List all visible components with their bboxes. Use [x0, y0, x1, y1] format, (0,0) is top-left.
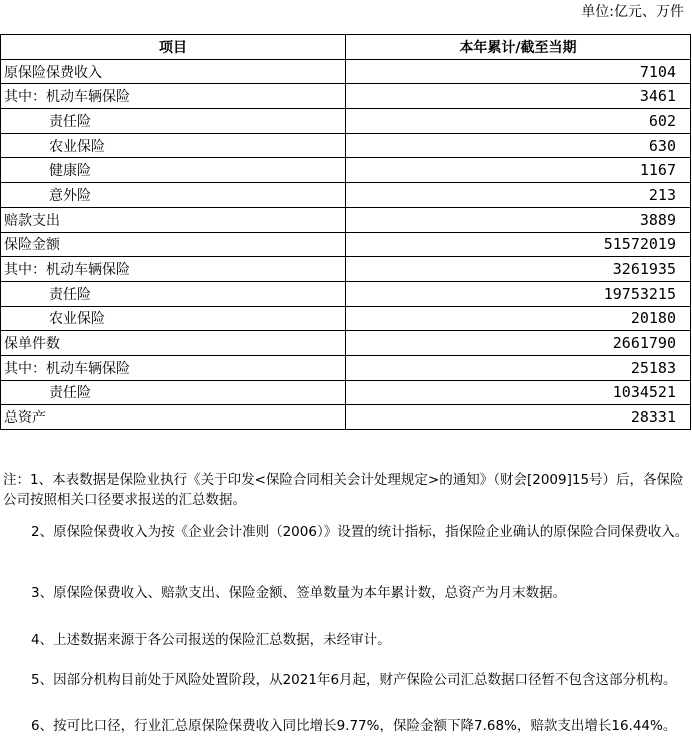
row-label: 其中：机动车辆保险 [1, 257, 346, 282]
table-row [1, 109, 691, 134]
table-row [1, 158, 691, 183]
row-value: 7104 [346, 59, 691, 84]
table-row [1, 281, 691, 306]
row-label: 责任险 [1, 109, 346, 134]
row-label: 保险金额 [1, 232, 346, 257]
table-row [1, 232, 691, 257]
row-label: 责任险 [1, 380, 346, 405]
note-6: 6、按可比口径，行业汇总原保险保费收入同比增长9.77%，保险金额下降7.68%，赔款支出增长16.44%。 [31, 718, 677, 734]
row-value: 28331 [346, 405, 691, 430]
table-row [1, 207, 691, 232]
row-label: 责任险 [1, 281, 346, 306]
table-row [1, 84, 691, 109]
row-value: 1034521 [346, 380, 691, 405]
table-row [1, 133, 691, 158]
insurance-stats-table [0, 34, 691, 430]
note-5: 5、因部分机构目前处于风险处置阶段，从2021年6月起，财产保险公司汇总数据口径暂不包含这部分机构。 [31, 672, 677, 688]
row-value: 213 [346, 183, 691, 208]
row-label: 其中：机动车辆保险 [1, 84, 346, 109]
note-4: 4、上述数据来源于各公司报送的保险汇总数据，未经审计。 [31, 632, 391, 648]
row-value: 51572019 [346, 232, 691, 257]
row-label: 其中：机动车辆保险 [1, 355, 346, 380]
header-item: 项目 [1, 35, 346, 60]
table-row [1, 306, 691, 331]
row-value: 20180 [346, 306, 691, 331]
header-value: 本年累计/截至当期 [346, 35, 691, 60]
row-value: 2661790 [346, 331, 691, 356]
row-label: 总资产 [1, 405, 346, 430]
table-row [1, 380, 691, 405]
row-label: 农业保险 [1, 306, 346, 331]
row-value: 630 [346, 133, 691, 158]
table-row [1, 257, 691, 282]
table-row [1, 355, 691, 380]
row-value: 1167 [346, 158, 691, 183]
row-label: 赔款支出 [1, 207, 346, 232]
row-label: 原保险保费收入 [1, 59, 346, 84]
row-label: 意外险 [1, 183, 346, 208]
row-value: 3261935 [346, 257, 691, 282]
table-row [1, 183, 691, 208]
row-value: 3889 [346, 207, 691, 232]
table-row [1, 405, 691, 430]
row-value: 19753215 [346, 281, 691, 306]
row-value: 25183 [346, 355, 691, 380]
note-2: 2、原保险保费收入为按《企业会计准则（2006）》设置的统计指标，指保险企业确认的原保险合同保费收入。 [31, 524, 689, 540]
note-3: 3、原保险保费收入、赔款支出、保险金额、签单数量为本年累计数，总资产为月末数据。 [31, 585, 567, 601]
row-label: 保单件数 [1, 331, 346, 356]
row-label: 健康险 [1, 158, 346, 183]
table-header-row [1, 35, 691, 60]
row-value: 3461 [346, 84, 691, 109]
row-value: 602 [346, 109, 691, 134]
row-label: 农业保险 [1, 133, 346, 158]
table-row [1, 331, 691, 356]
table-row [1, 59, 691, 84]
unit-label: 单位:亿元、万件 [581, 4, 684, 20]
note-1: 注：1、本表数据是保险业执行《关于印发<保险合同相关会计处理规定>的通知》（财会[2009]15号）后，各保险公司按照相关口径要求报送的汇总数据。 [3, 472, 684, 508]
